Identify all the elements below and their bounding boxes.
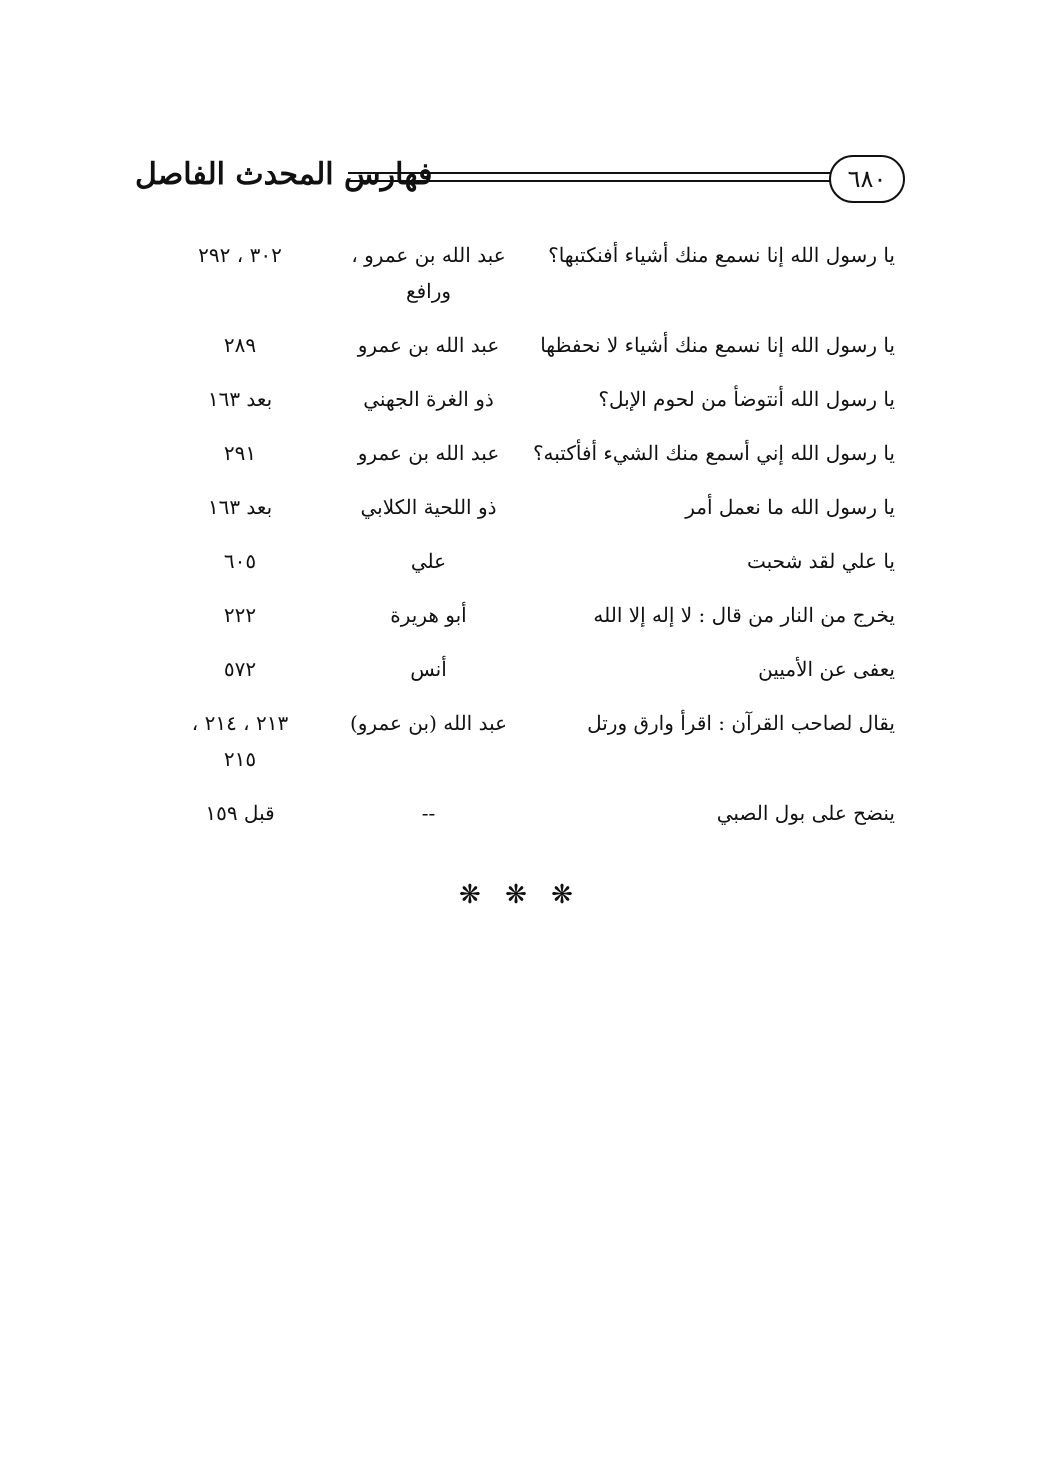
narrator: علي [410, 549, 447, 573]
hadith-text: يا رسول الله ما نعمل أمر [685, 495, 895, 519]
narrator: أنس [410, 657, 447, 681]
hadith-text: يا علي لقد شحبت [746, 549, 895, 573]
page-refs: ٣٠٢ ، ٢٩٢ [198, 243, 282, 267]
narrator: عبد الله (بن عمرو) [349, 711, 508, 735]
header-rule [348, 172, 833, 174]
narrator: -- [421, 801, 436, 825]
narrator-line: عبد الله بن عمرو ، [351, 243, 506, 267]
narrator-line: ورافع [405, 279, 452, 303]
header-title: فهارس المحدث الفاصل [135, 157, 433, 192]
index-table [150, 237, 895, 831]
page-refs: ٢٨٩ [223, 333, 257, 357]
narrator [330, 237, 527, 309]
page-refs-line: ٢١٥ [223, 747, 257, 771]
page-refs: قبل ١٥٩ [205, 801, 275, 825]
index-row [150, 795, 895, 831]
index-row [150, 651, 895, 687]
index-row [150, 705, 895, 777]
hadith-text: يا رسول الله إنا نسمع منك أشياء لا نحفظها [540, 333, 895, 357]
page-refs: ٦٠٥ [223, 549, 257, 573]
narrator: أبو هريرة [390, 603, 467, 627]
index-row [150, 597, 895, 633]
header-rule [348, 180, 833, 182]
hadith-text: ينضح على بول الصبي [716, 801, 895, 825]
section-end-ornament: ❋ ❋ ❋ [459, 880, 581, 910]
index-row [150, 543, 895, 579]
index-row [150, 327, 895, 363]
page-refs: ٢٩١ [223, 441, 257, 465]
hadith-text: يا رسول الله إنا نسمع منك أشياء أفنكتبها؟ [548, 243, 895, 267]
page-refs: بعد ١٦٣ [207, 387, 273, 411]
index-row [150, 381, 895, 417]
page-refs [150, 705, 330, 777]
index-row [150, 435, 895, 471]
page-refs: بعد ١٦٣ [207, 495, 273, 519]
page-number: ٦٨٠ [829, 155, 905, 203]
index-row [150, 489, 895, 525]
hadith-text: يقال لصاحب القرآن : اقرأ وارق ورتل [587, 711, 895, 735]
hadith-text: يا رسول الله إني أسمع منك الشيء أفأكتبه؟ [532, 441, 895, 465]
narrator: عبد الله بن عمرو [357, 333, 500, 357]
page-refs: ٥٧٢ [223, 657, 257, 681]
index-row [150, 237, 895, 309]
narrator: عبد الله بن عمرو [357, 441, 500, 465]
narrator: ذو الغرة الجهني [363, 387, 494, 411]
hadith-text: يخرج من النار من قال : لا إله إلا الله [593, 603, 895, 627]
hadith-text: يا رسول الله أنتوضأ من لحوم الإبل؟ [598, 387, 895, 411]
hadith-text: يعفى عن الأميين [758, 657, 895, 681]
page-refs-line: ٢١٣ ، ٢١٤ ، [191, 711, 289, 735]
page-refs: ٢٢٢ [223, 603, 257, 627]
narrator: ذو اللحية الكلابي [360, 495, 497, 519]
page-header [135, 155, 905, 211]
